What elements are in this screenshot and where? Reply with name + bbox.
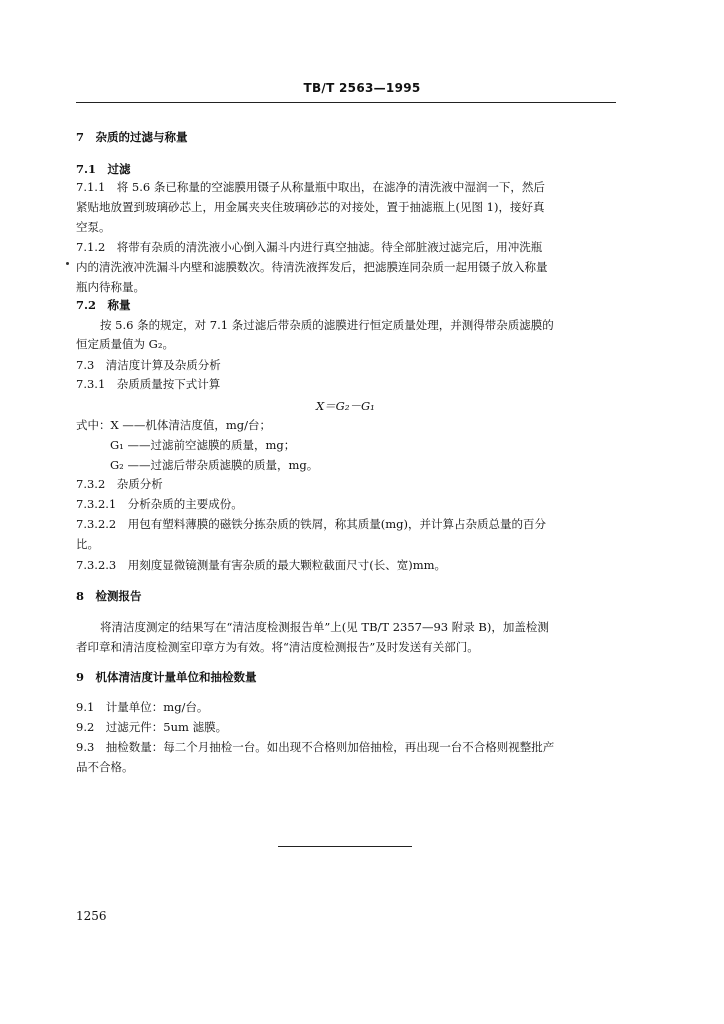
section-9-heading: 9 机体清洁度计量单位和抽检数量: [76, 670, 257, 684]
section-7-3-2-2-line2: 比。: [76, 537, 99, 551]
section-7-3-2-1: 7.3.2.1 分析杂质的主要成份。: [76, 497, 243, 511]
section-7-3-2-2-line1: 7.3.2.2 用包有塑料薄膜的磁铁分拣杂质的铁屑，称其质量(mg)，并计算占杂质总量的百分: [76, 517, 546, 531]
section-7-1-1-line3: 空泵。: [76, 220, 111, 234]
section-7-2-line1: 按 5.6 条的规定，对 7.1 条过滤后带杂质的滤膜进行恒定质量处理，并测得带杂质滤膜的: [100, 318, 554, 332]
section-8-line2: 者印章和清洁度检测室印章方为有效。将“清洁度检测报告”及时发送有关部门。: [76, 640, 479, 654]
scan-speck: [66, 262, 69, 265]
header-rule: [76, 102, 616, 103]
section-8-line1: 将清洁度测定的结果写在“清洁度检测报告单”上(见 TB/T 2357—93 附录 B)，加盖检测: [100, 620, 549, 634]
page-number: 1256: [76, 909, 107, 923]
end-rule: [278, 846, 412, 847]
section-7-3-heading: 7.3 清洁度计算及杂质分析: [76, 358, 221, 372]
section-9-3-line1: 9.3 抽检数量：每二个月抽检一台。如出现不合格则加倍抽检，再出现一台不合格则视整批产: [76, 740, 555, 754]
section-7-1-2-line2: 内的清洗液冲洗漏斗内壁和滤膜数次。待清洗液挥发后，把滤膜连同杂质一起用镊子放入称量: [76, 260, 548, 274]
section-7-1-1-line1: 7.1.1 将 5.6 条已称量的空滤膜用镊子从称量瓶中取出，在滤净的清洗液中湿润一下，然后: [76, 180, 545, 194]
section-9-3-line2: 品不合格。: [76, 760, 134, 774]
section-7-heading: 7 杂质的过滤与称量: [76, 130, 188, 144]
formula: X＝G₂－G₁: [316, 399, 375, 413]
section-9-1: 9.1 计量单位：mg/台。: [76, 700, 209, 714]
where-line3: G₂ ——过滤后带杂质滤膜的质量，mg。: [110, 458, 319, 472]
section-7-3-2-heading: 7.3.2 杂质分析: [76, 477, 163, 491]
where-line2: G₁ ——过滤前空滤膜的质量，mg；: [110, 438, 296, 452]
where-line1: 式中：X ——机体清洁度值，mg/台；: [76, 418, 271, 432]
section-7-2-line2: 恒定质量值为 G₂。: [76, 337, 174, 351]
section-8-heading: 8 检测报告: [76, 589, 142, 603]
section-9-2: 9.2 过滤元件：5um 滤膜。: [76, 720, 228, 734]
section-7-1-2-line3: 瓶内待称量。: [76, 280, 145, 294]
section-7-3-1-heading: 7.3.1 杂质质量按下式计算: [76, 377, 221, 391]
section-7-2-heading: 7.2 称量: [76, 298, 131, 312]
section-7-1-2-line1: 7.1.2 将带有杂质的清洗液小心倒入漏斗内进行真空抽滤。待全部脏液过滤完后，用冲洗瓶: [76, 240, 543, 254]
section-7-1-1-line2: 紧贴地放置到玻璃砂芯上，用金属夹夹住玻璃砂芯的对接处，置于抽滤瓶上(见图 1)，接好真: [76, 200, 545, 214]
running-header: TB/T 2563—1995: [303, 81, 421, 95]
section-7-1-heading: 7.1 过滤: [76, 162, 131, 176]
section-7-3-2-3: 7.3.2.3 用刻度显微镜测量有害杂质的最大颗粒截面尺寸(长、宽)mm。: [76, 558, 447, 572]
